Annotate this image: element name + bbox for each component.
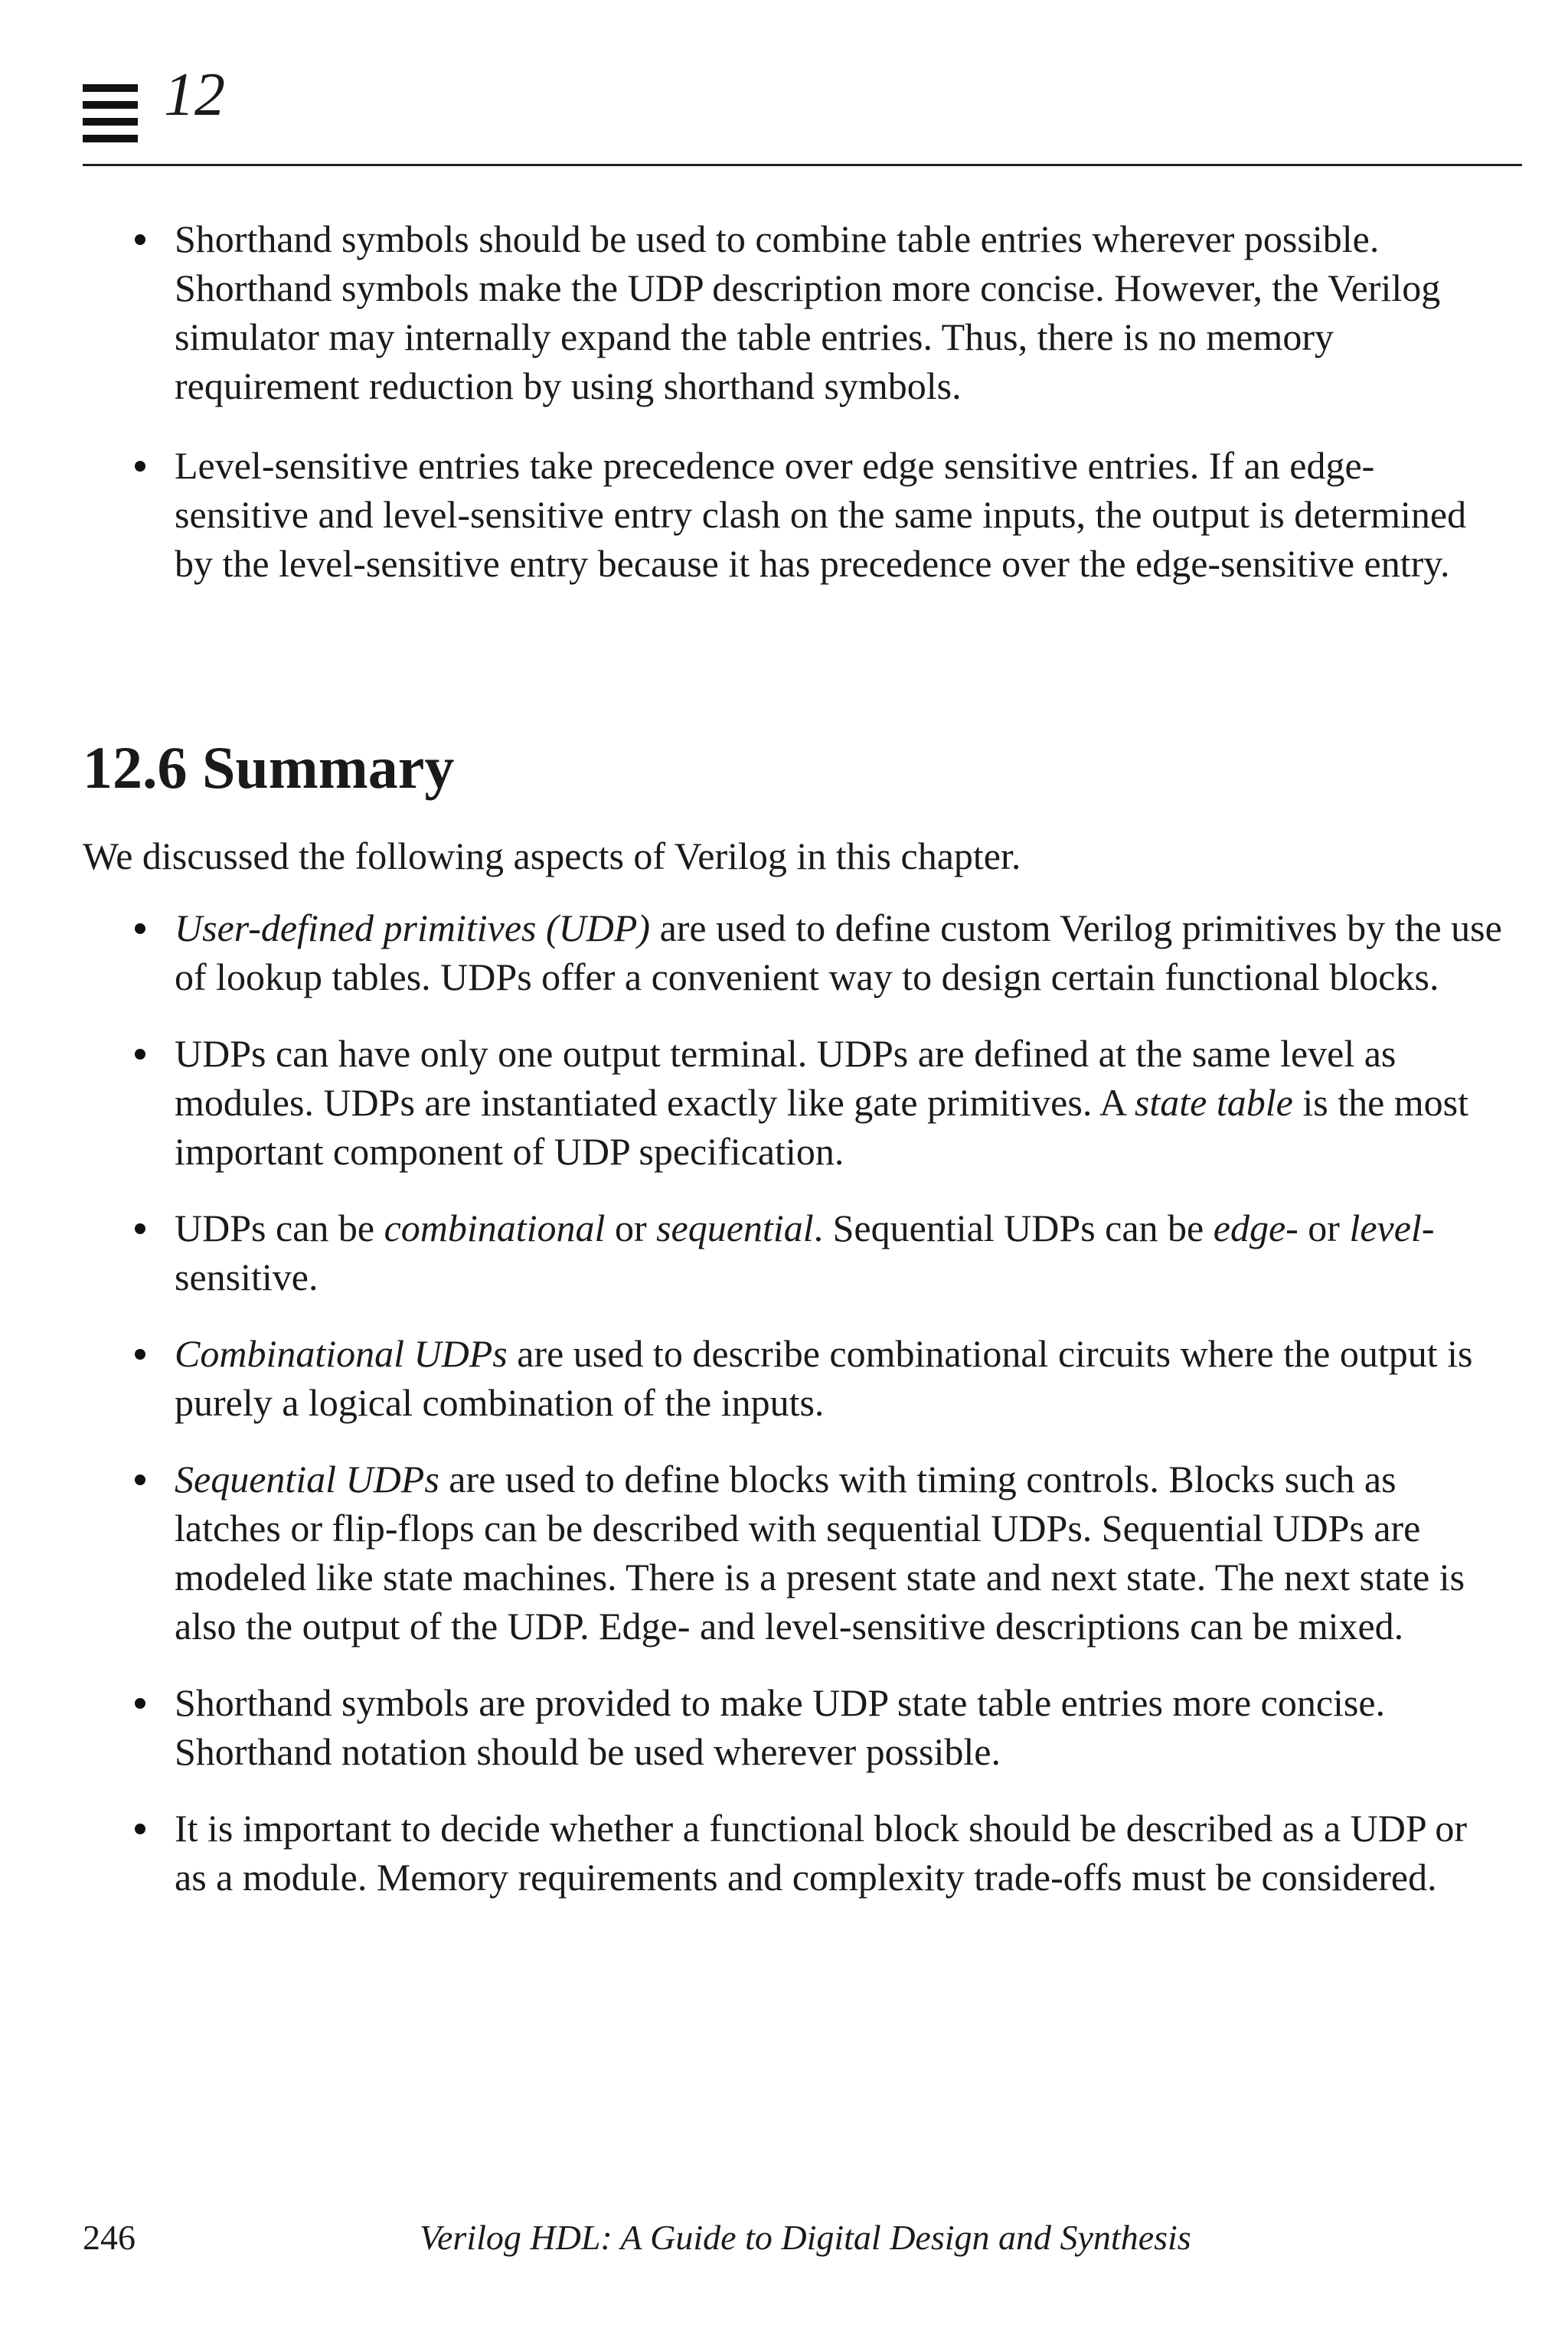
- chapter-marker-icon: [83, 80, 138, 153]
- list-item: Shorthand symbols are provided to make UDP state table entries more concise. Shorthand notation should be used wherever possible.: [175, 1678, 1507, 1776]
- list-item: Sequential UDPs are used to define blocks with timing controls. Blocks such as latches or flip-flops can be described with sequential UDPs. Sequential UDPs are modeled like state machines. There is a present state and next state. The next state is also the output of the UDP. Edge- and level-sensitive descriptions can be mixed.: [175, 1455, 1507, 1651]
- section-heading: 12.6 Summary: [83, 734, 455, 801]
- list-item: UDPs can be combinational or sequential. Sequential UDPs can be edge- or level-sensitive.: [175, 1203, 1507, 1301]
- summary-bullet-list: [175, 903, 1507, 1902]
- list-item: User-defined primitives (UDP) are used to define custom Verilog primitives by the use of lookup tables. UDPs offer a convenient way to design certain functional blocks.: [175, 903, 1507, 1001]
- section-intro: We discussed the following aspects of Verilog in this chapter.: [83, 834, 1021, 877]
- header-rule: [83, 164, 1522, 166]
- list-item: Combinational UDPs are used to describe combinational circuits where the output is purely a logical combination of the inputs.: [175, 1329, 1507, 1427]
- list-item: Level-sensitive entries take precedence over edge sensitive entries. If an edge-sensitive and level-sensitive entry clash on the same inputs, the output is determined by the level-sensitive entry because it has precedence over the edge-sensitive entry.: [175, 441, 1507, 588]
- page-number: 246: [83, 2218, 136, 2257]
- running-title: Verilog HDL: A Guide to Digital Design and Synthesis: [420, 2218, 1191, 2257]
- chapter-number: 12: [164, 61, 225, 129]
- list-item: UDPs can have only one output terminal. UDPs are defined at the same level as modules. UDPs are instantiated exactly like gate primitives. A state table is the most important component of UDP specification.: [175, 1029, 1507, 1176]
- list-item: Shorthand symbols should be used to combine table entries wherever possible. Shorthand symbols make the UDP description more concise. However, the Verilog simulator may internally expand the table entries. Thus, there is no memory requirement reduction by using shorthand symbols.: [175, 214, 1507, 410]
- bullet-list-top: [175, 214, 1507, 588]
- list-item: It is important to decide whether a functional block should be described as a UDP or as a module. Memory requirements and complexity trade-offs must be considered.: [175, 1804, 1507, 1902]
